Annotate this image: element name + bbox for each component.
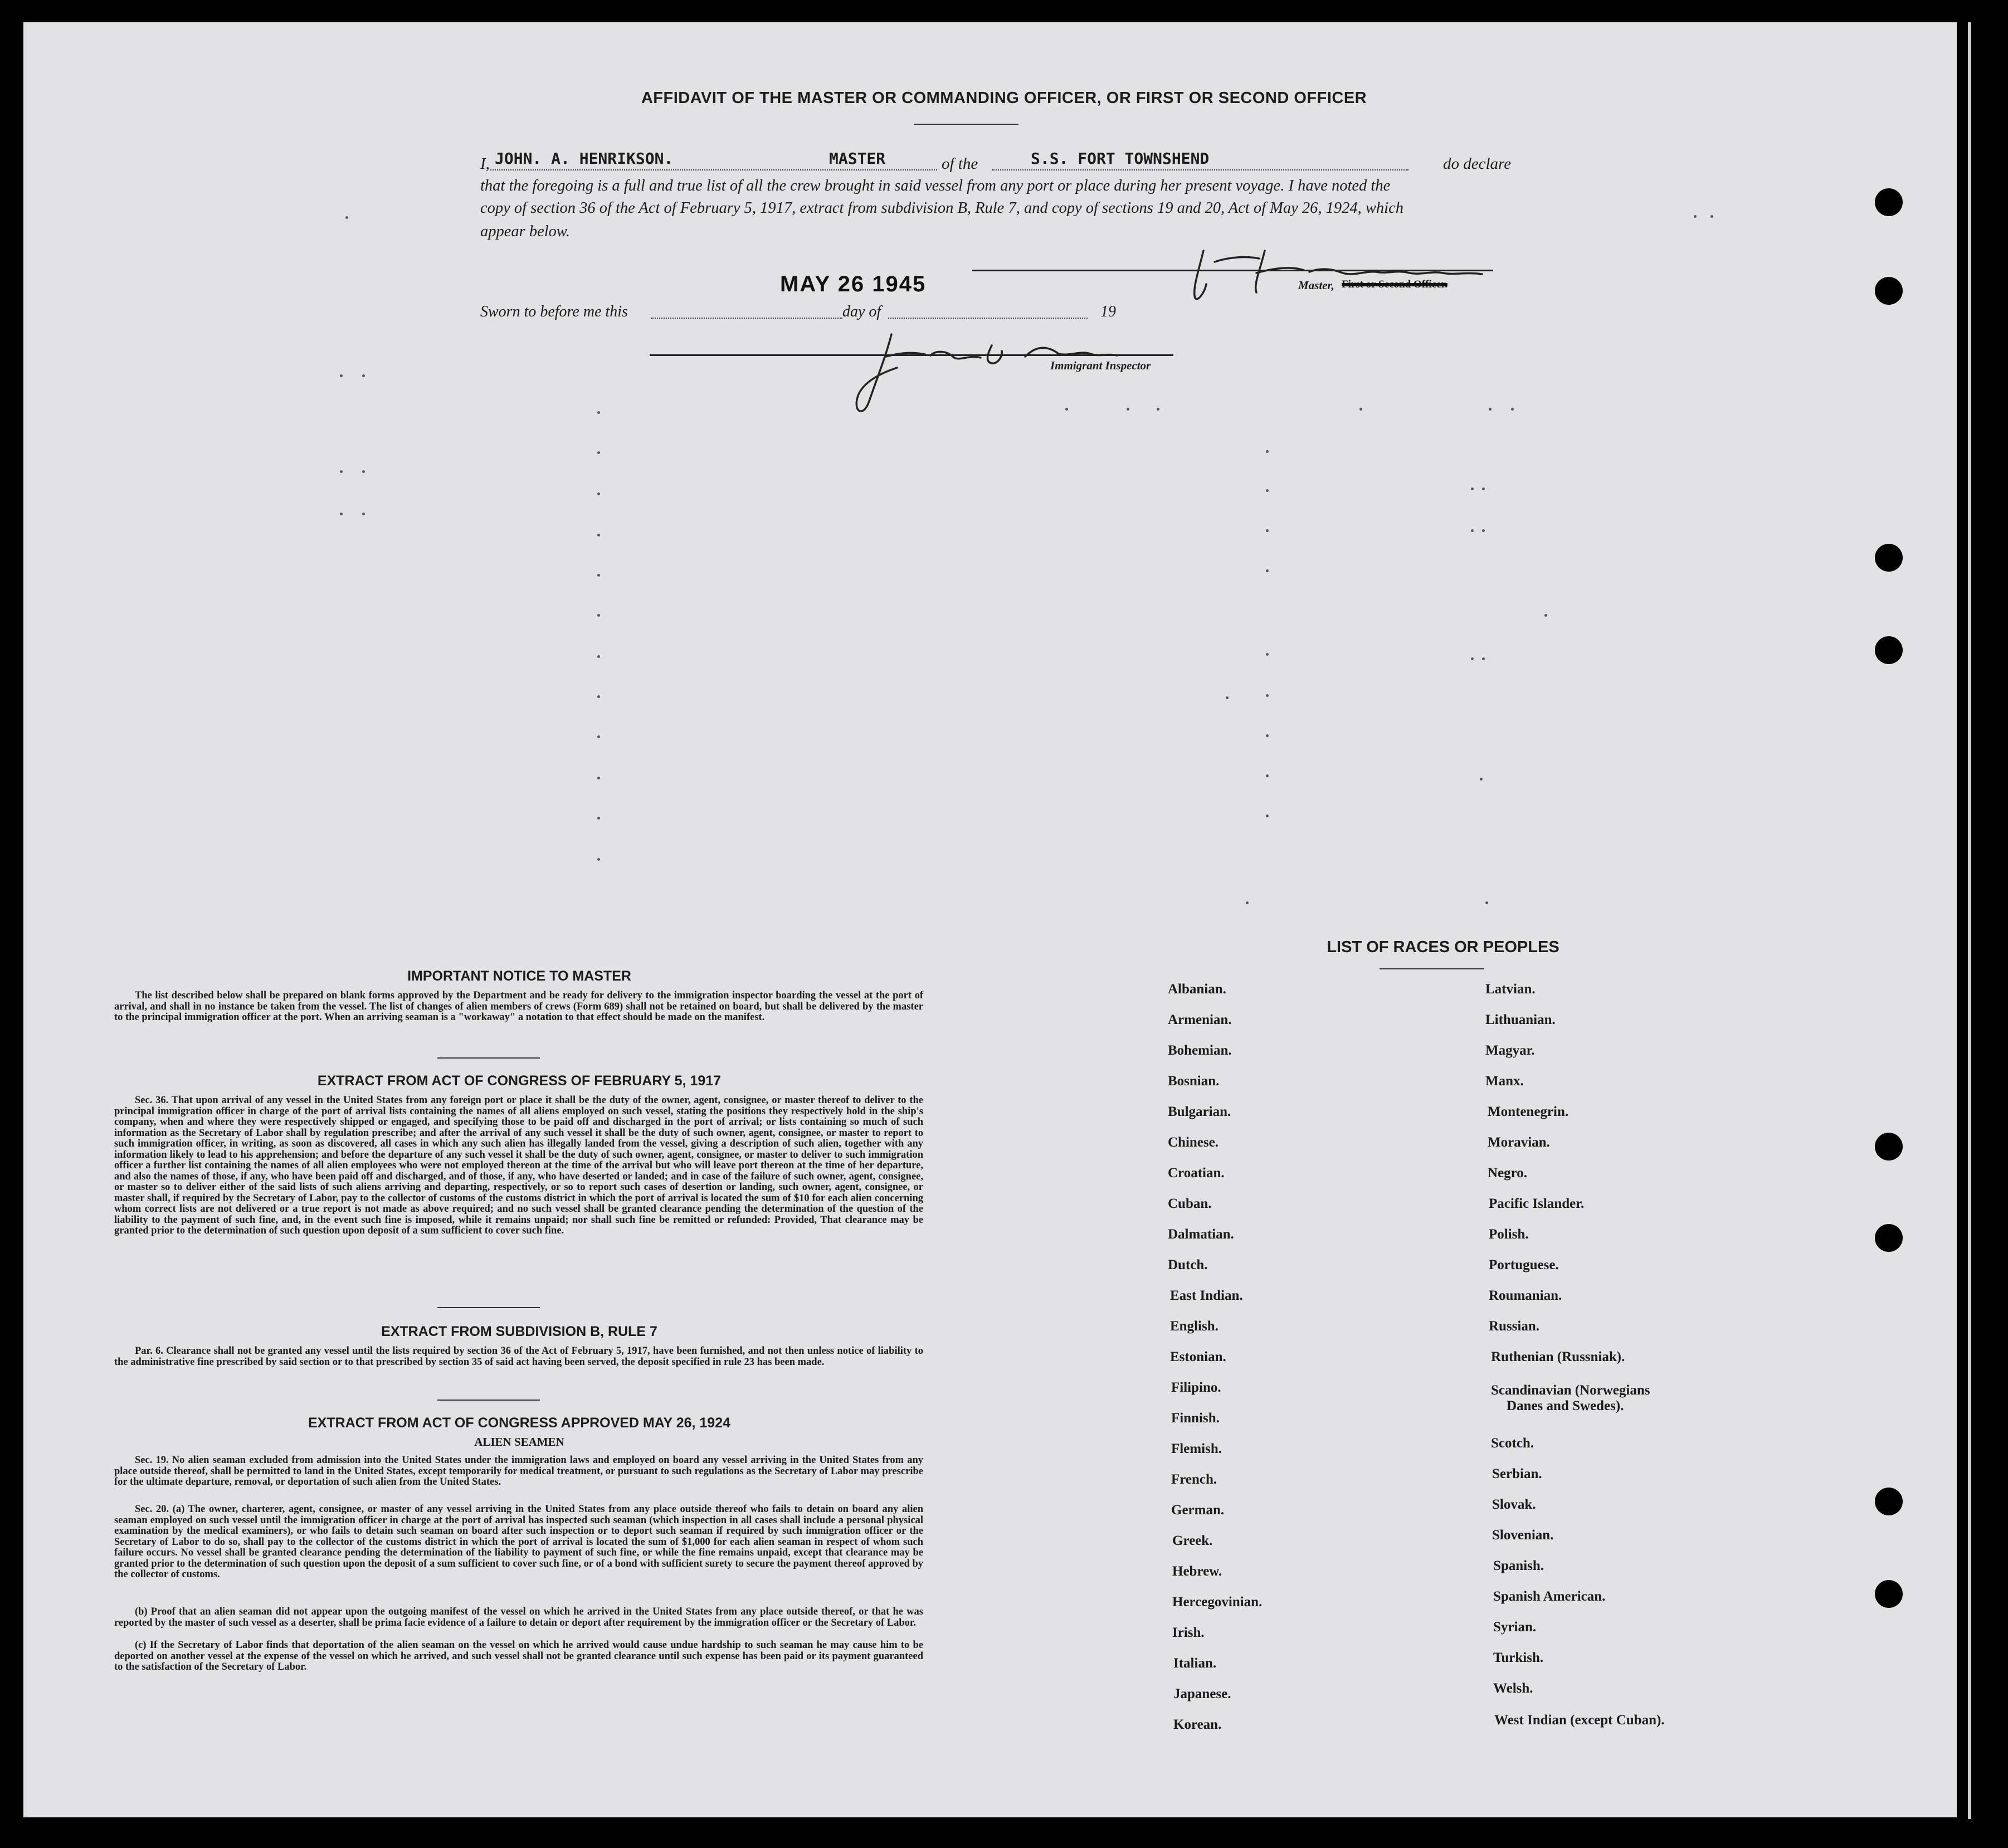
section-20c-text: (c) If the Secretary of Labor finds that deportation of the alien seaman on the vessel on which he arrived would cause undue hardship to such seaman he may cause him to be deported on another vessel at the expense of the vessel on which he arrived, and such vessel shall not be granted clearance until such expense has been paid or its payment guaranteed to the satisfaction of the Secretary of Labor. — [114, 1640, 923, 1673]
race-left: Greek. — [1172, 1533, 1213, 1548]
section-19-text: Sec. 19. No alien seaman excluded from admission into the United States under the immigration laws and employed on board any vessel arriving in the United States from any place outside thereof, shall be permitted to land in the United States, except temporarily for medical treatment, or pursuant to such regulations as the Secretary of Labor may prescribe for the ultimate departure, removal, or deportation of such alien from the United States. — [114, 1455, 923, 1488]
race-left: Flemish. — [1171, 1441, 1222, 1456]
scan-dot — [1544, 614, 1547, 617]
race-left: Bohemian. — [1168, 1043, 1232, 1058]
race-left: Croatian. — [1168, 1166, 1225, 1181]
of-the-label: of the — [942, 155, 978, 173]
scan-dot — [1266, 815, 1269, 817]
scan-dot — [597, 493, 600, 495]
binder-hole — [1875, 544, 1903, 572]
inspector-signature — [847, 323, 1125, 423]
vessel-name-field: S.S. FORT TOWNSHEND — [1031, 149, 1210, 168]
scan-dot — [362, 513, 365, 515]
scan-dot — [1157, 408, 1159, 411]
scan-dot — [362, 374, 365, 377]
binder-hole — [1875, 188, 1903, 216]
subdivision-b-text: Par. 6. Clearance shall not be granted any vessel until the lists required by section 36 of the Act of February 5, 1917, have been furnished, and not then unless notice of liability to the administrative fine prescribed by said section or to that prescribed by section 35 of said act having been served, the deposit specified in rule 23 has been made. — [114, 1345, 923, 1368]
affidavit-line-2: that the foregoing is a full and true list of all the crew brought in said vessel from any port or place during her present voyage. I have noted the — [480, 177, 1391, 194]
race-left: Hercegovinian. — [1172, 1595, 1263, 1610]
race-right: Montenegrin. — [1488, 1104, 1569, 1119]
binder-hole — [1875, 1224, 1903, 1252]
scan-dot — [597, 695, 600, 698]
sworn-day-line — [651, 318, 842, 319]
do-declare-label: do declare — [1443, 155, 1512, 173]
date-stamp: MAY 26 1945 — [780, 272, 927, 296]
affidavit-i-label: I, — [480, 155, 490, 173]
race-left: Korean. — [1173, 1717, 1222, 1732]
scan-dot — [597, 451, 600, 454]
scan-dot — [1482, 529, 1485, 532]
race-right: Syrian. — [1493, 1620, 1537, 1635]
races-rule — [1380, 968, 1484, 969]
scan-dot — [1266, 489, 1269, 492]
race-left: Estonian. — [1170, 1349, 1226, 1364]
scan-dot — [1471, 529, 1474, 532]
notice-title: IMPORTANT NOTICE TO MASTER — [407, 968, 631, 984]
race-left: Finnish. — [1171, 1411, 1220, 1426]
race-right: Roumanian. — [1489, 1288, 1562, 1303]
race-right: Pacific Islander. — [1489, 1196, 1585, 1211]
race-right: Turkish. — [1493, 1650, 1544, 1665]
scan-dot — [340, 513, 343, 515]
race-left: Bulgarian. — [1168, 1104, 1231, 1119]
day-of-label: day of — [842, 303, 881, 320]
race-left: Dutch. — [1168, 1257, 1208, 1272]
scan-dot — [1471, 657, 1474, 660]
scan-dot — [1226, 696, 1229, 699]
subdivision-b-rule — [437, 1400, 540, 1401]
race-left: Bosnian. — [1168, 1074, 1220, 1089]
scan-dot — [597, 411, 600, 414]
affidavit-title: AFFIDAVIT OF THE MASTER OR COMMANDING OFFICER, OR FIRST OR SECOND OFFICER — [641, 89, 1367, 107]
race-left: English. — [1170, 1319, 1219, 1334]
scan-dot — [1266, 653, 1269, 656]
race-right: Spanish. — [1493, 1558, 1544, 1573]
subdivision-b-title: EXTRACT FROM SUBDIVISION B, RULE 7 — [381, 1324, 657, 1339]
binder-hole — [1875, 1488, 1903, 1515]
race-right: Scotch. — [1491, 1436, 1534, 1451]
scan-dot — [1482, 487, 1485, 490]
race-left: Dalmatian. — [1168, 1227, 1234, 1242]
scan-dot — [597, 534, 600, 537]
race-right: Magyar. — [1485, 1043, 1535, 1058]
race-right: Danes and Swedes). — [1507, 1398, 1624, 1413]
scan-dot — [597, 858, 600, 861]
scan-dot — [1266, 450, 1269, 453]
master-signature — [1181, 240, 1493, 306]
scan-dot — [340, 470, 343, 473]
scan-dot — [1266, 569, 1269, 572]
scan-dot — [1710, 215, 1713, 218]
scan-dot — [1266, 774, 1269, 777]
scan-dot — [345, 216, 348, 219]
year-prefix-label: 19 — [1100, 303, 1116, 320]
race-left: Filipino. — [1171, 1380, 1221, 1395]
race-left: Hebrew. — [1172, 1564, 1222, 1579]
race-left: Japanese. — [1173, 1686, 1231, 1701]
extract-1924-subtitle: ALIEN SEAMEN — [474, 1435, 564, 1449]
scan-dot — [1359, 408, 1362, 411]
extract-1917-rule — [437, 1307, 540, 1308]
notice-text: The list described below shall be prepared on blank forms approved by the Department and be ready for delivery to the immigration inspector boarding the vessel at the port of arrival, and shall in no instance be taken from the vessel. The list of changes of alien members of crews (Form 689) shall not be retained on board, but shall be delivered by the master to the principal immigration officer at the port. When an arriving seaman is a "workaway" a notation to that effect should be made on the manifest. — [114, 990, 923, 1023]
scan-dot — [597, 817, 600, 820]
section-20b-text: (b) Proof that an alien seaman did not appear upon the outgoing manifest of the vessel on which he arrived in the United States from any place outside thereof, or that he was reported by the master of such vessel as a deserter, shall be prima facie evidence of a failure to detain or deport after requirement by the immigration officer or the Secretary of Labor. — [114, 1606, 923, 1628]
race-left: East Indian. — [1170, 1288, 1243, 1303]
race-right: Welsh. — [1493, 1681, 1533, 1696]
scan-dot — [362, 470, 365, 473]
scan-dot — [597, 735, 600, 738]
section-20a-text: Sec. 20. (a) The owner, charterer, agent, consignee, or master of any vessel arriving in the United States from any place outside thereof who fails to detain on board any alien seaman employed on such vessel until the immigration officer in charge at the port of arrival has inspected such seaman (which inspection in all cases shall include a personal physical examination by the medical examiners), or who fails to detain such seaman on board after such inspection or to deport such seaman if required by such immigration officer or the Secretary of Labor to do so, shall pay to the collector of the customs district in which the port of arrival is located the sum of $1,000 for each alien seaman in respect of whom such failure occurs. No vessel shall be granted clearance pending the determination of the liability to payment of such fine, or while the fine remains unpaid, except that clearance may be granted prior to the determination of such question upon the deposit of a sum sufficient to cover such fine, or of a bond with sufficient surety to secure the payment thereof approved by the collector of customs. — [114, 1504, 923, 1580]
extract-1917-title: EXTRACT FROM ACT OF CONGRESS OF FEBRUARY 5, 1917 — [317, 1073, 722, 1089]
scan-dot — [1480, 778, 1483, 781]
binder-hole — [1875, 277, 1903, 305]
race-left: Italian. — [1173, 1656, 1217, 1671]
affidavit-line-3: copy of section 36 of the Act of February 5, 1917, extract from subdivision B, Rule 7, and copy of sections 19 and 20, Act of May 26, 1924, which — [480, 199, 1403, 217]
scan-dot — [1266, 734, 1269, 737]
race-right: Latvian. — [1485, 982, 1536, 997]
race-left: Irish. — [1172, 1625, 1205, 1640]
race-right: Manx. — [1485, 1074, 1524, 1089]
race-right: Scandinavian (Norwegians — [1491, 1383, 1650, 1398]
race-left: Armenian. — [1168, 1012, 1232, 1027]
race-right: Moravian. — [1488, 1135, 1550, 1150]
race-right: Serbian. — [1492, 1466, 1542, 1481]
scan-dot — [597, 655, 600, 658]
sworn-label: Sworn to before me this — [480, 303, 628, 320]
scan-dot — [597, 574, 600, 577]
scan-dot — [597, 614, 600, 617]
extract-1924-title: EXTRACT FROM ACT OF CONGRESS APPROVED MAY 26, 1924 — [308, 1415, 731, 1431]
race-right: Polish. — [1489, 1227, 1529, 1242]
race-right: Russian. — [1489, 1319, 1540, 1334]
scan-dot — [1485, 901, 1488, 904]
scan-dot — [1127, 408, 1129, 411]
page-edge — [1968, 22, 1971, 1819]
affidavit-line-4: appear below. — [480, 223, 570, 240]
struck-officer-label: First or Second Officer. — [1342, 279, 1447, 290]
title-rule — [914, 124, 1018, 125]
race-left: Cuban. — [1168, 1196, 1212, 1211]
race-right: West Indian (except Cuban). — [1494, 1713, 1665, 1728]
binder-hole — [1875, 1133, 1903, 1161]
race-right: Portuguese. — [1489, 1257, 1559, 1272]
master-label: Master, — [1298, 279, 1334, 292]
scan-dot — [597, 777, 600, 779]
scan-dot — [1266, 529, 1269, 532]
race-right: Spanish American. — [1493, 1589, 1606, 1604]
sworn-month-line — [888, 318, 1088, 319]
binder-hole — [1875, 636, 1903, 664]
race-left: Albanian. — [1168, 982, 1226, 997]
scan-dot — [1471, 487, 1474, 490]
race-right: Slovak. — [1492, 1497, 1536, 1512]
extract-1917-text: Sec. 36. That upon arrival of any vessel in the United States from any foreign port or place it shall be the duty of the owner, agent, consignee, or master thereof to deliver to the principal immigration officer in charge of the port of arrival lists containing the names of all aliens employed on such vessel, stating the positions they respectively hold in the ship's company, when and where they were respectively shipped or engaged, and specifying those to be paid off and discharged in the port of arrival; or lists containing so much of such information as the Secretary of Labor shall by regulation prescribe; and after the arrival of any such vessel it shall be the duty of such owner, agent, consignee, or master to report to such immigration officer, in writing, as soon as discovered, all cases in which any such alien has illegally landed from the vessel, giving a description of such alien, together with any information likely to lead to his apprehension; and before the departure of any such vessel it shall be the duty of such owner, agent, consignee, or master to deliver to such immigration officer a further list containing the names of all alien employees who were not employed thereon at the time of the arrival but who will leave port thereon at the time of her departure, and also the names of those, if any, who have been paid off and discharged, and of those, if any, who have deserted or landed; and in case of the failure of such owner, agent, consignee, or master so to deliver either of the said lists of such aliens arriving and departing, respectively, or so to report such cases of desertion or landing, such owner, agent, consignee, or master shall, if required by the Secretary of Labor, pay to the collector of customs of the customs district in which the port of arrival is located the sum of $10 for each alien concerning whom correct lists are not delivered or a true report is not made as above required; and no such vessel shall be granted clearance pending the determination of the question of the liability to the payment of such fine, and, in the event such fine is imposed, while it remains unpaid; nor shall such fine be remitted or refunded: Provided, That clearance may be granted prior to the determination of such question upon deposit of a sum sufficient to cover such fine. — [114, 1095, 923, 1236]
binder-hole — [1875, 1580, 1903, 1608]
scan-dot — [1482, 657, 1485, 660]
rank-field: MASTER — [829, 149, 886, 168]
scan-dot — [1065, 408, 1068, 411]
race-left: German. — [1171, 1503, 1225, 1518]
vessel-field-line — [992, 169, 1408, 170]
master-name-field: JOHN. A. HENRIKSON. — [495, 149, 674, 168]
race-left: French. — [1171, 1472, 1217, 1487]
races-title: LIST OF RACES OR PEOPLES — [1327, 938, 1559, 956]
race-right: Slovenian. — [1492, 1528, 1554, 1543]
scan-dot — [1266, 694, 1269, 697]
scan-dot — [1511, 408, 1514, 411]
scan-dot — [340, 374, 343, 377]
scan-dot — [1489, 408, 1492, 411]
name-field-line — [490, 169, 937, 170]
race-left: Chinese. — [1168, 1135, 1219, 1150]
race-right: Ruthenian (Russniak). — [1491, 1349, 1625, 1364]
scan-dot — [1246, 901, 1249, 904]
race-right: Negro. — [1488, 1166, 1528, 1181]
scan-dot — [1694, 215, 1697, 218]
inspector-label: Immigrant Inspector — [1050, 359, 1151, 372]
race-right: Lithuanian. — [1485, 1012, 1556, 1027]
notice-rule — [437, 1057, 540, 1059]
